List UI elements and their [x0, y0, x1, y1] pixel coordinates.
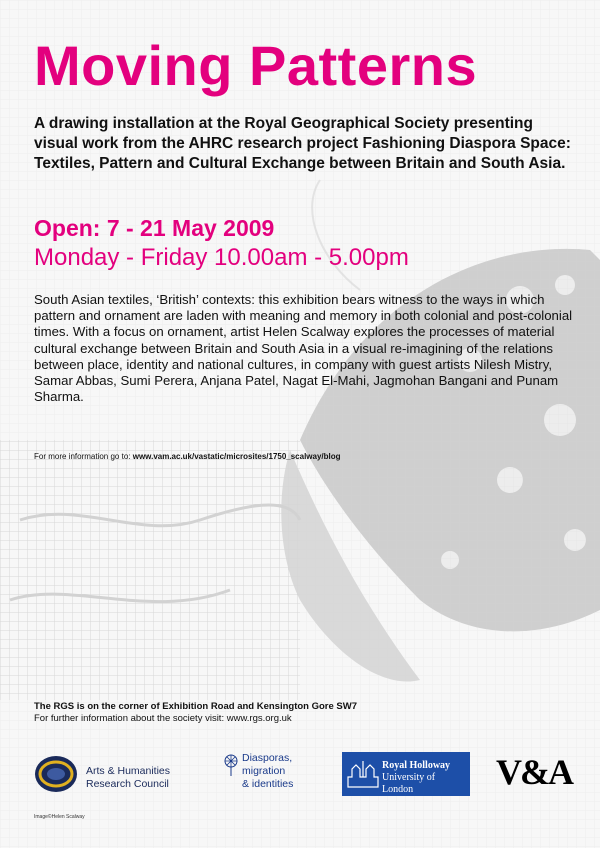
more-info-label: For more information go to:	[34, 452, 131, 461]
further-info-line: For further information about the society visit: www.rgs.org.uk	[34, 713, 292, 724]
diasporas-line-1: Diasporas,	[242, 752, 293, 764]
body-paragraph: South Asian textiles, ‘British’ contexts: this exhibition bears witness to the ways in which pattern and ornament are laden with meaning and memory in both colonial and post-colonial times. With a focus on ornament, artist Helen Scalway explores the processes of material cultural exchange between Britain and South Asia in a visual re-imagining of the relations between place, identity and national cultures, in company with guest artists Nilesh Mistry, Samar Abbas, Sumi Perera, Anjana Patel, Nagat El-Mahi, Jagmohan Bangani and Punam Sharma.	[34, 292, 573, 405]
diasporas-logo-text	[242, 752, 293, 791]
diasporas-logo	[222, 752, 332, 800]
dandelion-icon	[222, 754, 240, 776]
more-info-line	[34, 452, 341, 462]
rhul-line-1: Royal Holloway	[382, 760, 451, 771]
diasporas-line-3: & identities	[242, 778, 294, 790]
open-dates: Open: 7 - 21 May 2009	[34, 215, 275, 241]
royal-holloway-logo	[342, 752, 470, 796]
address-line: The RGS is on the corner of Exhibition Road and Kensington Gore SW7	[34, 701, 358, 712]
ahrc-line-1: Arts & Humanities	[86, 765, 171, 777]
poster-title: Moving Patterns	[34, 34, 478, 97]
ahrc-logo	[34, 752, 204, 796]
va-logo: V&A	[496, 752, 572, 792]
diasporas-line-2: migration	[242, 765, 286, 777]
image-credit: Image©Helen Scalway	[34, 814, 85, 820]
ahrc-line-2: Research Council	[86, 778, 169, 790]
ahrc-emblem-icon	[34, 754, 82, 794]
royal-holloway-logo-text	[382, 760, 468, 796]
more-info-url[interactable]: www.vam.ac.uk/vastatic/microsites/1750_scalway/blog	[132, 452, 341, 461]
opening-hours: Monday - Friday 10.00am - 5.00pm	[34, 244, 409, 271]
ahrc-logo-text	[86, 765, 170, 791]
rhul-line-2: University of London	[382, 772, 436, 795]
intro-paragraph: A drawing installation at the Royal Geographical Society presenting visual work from the AHRC research project Fashioning Diaspora Space: Textiles, Pattern and Cultural Exchange between Britain and South Asia.	[34, 115, 571, 172]
founders-building-icon	[346, 757, 380, 791]
